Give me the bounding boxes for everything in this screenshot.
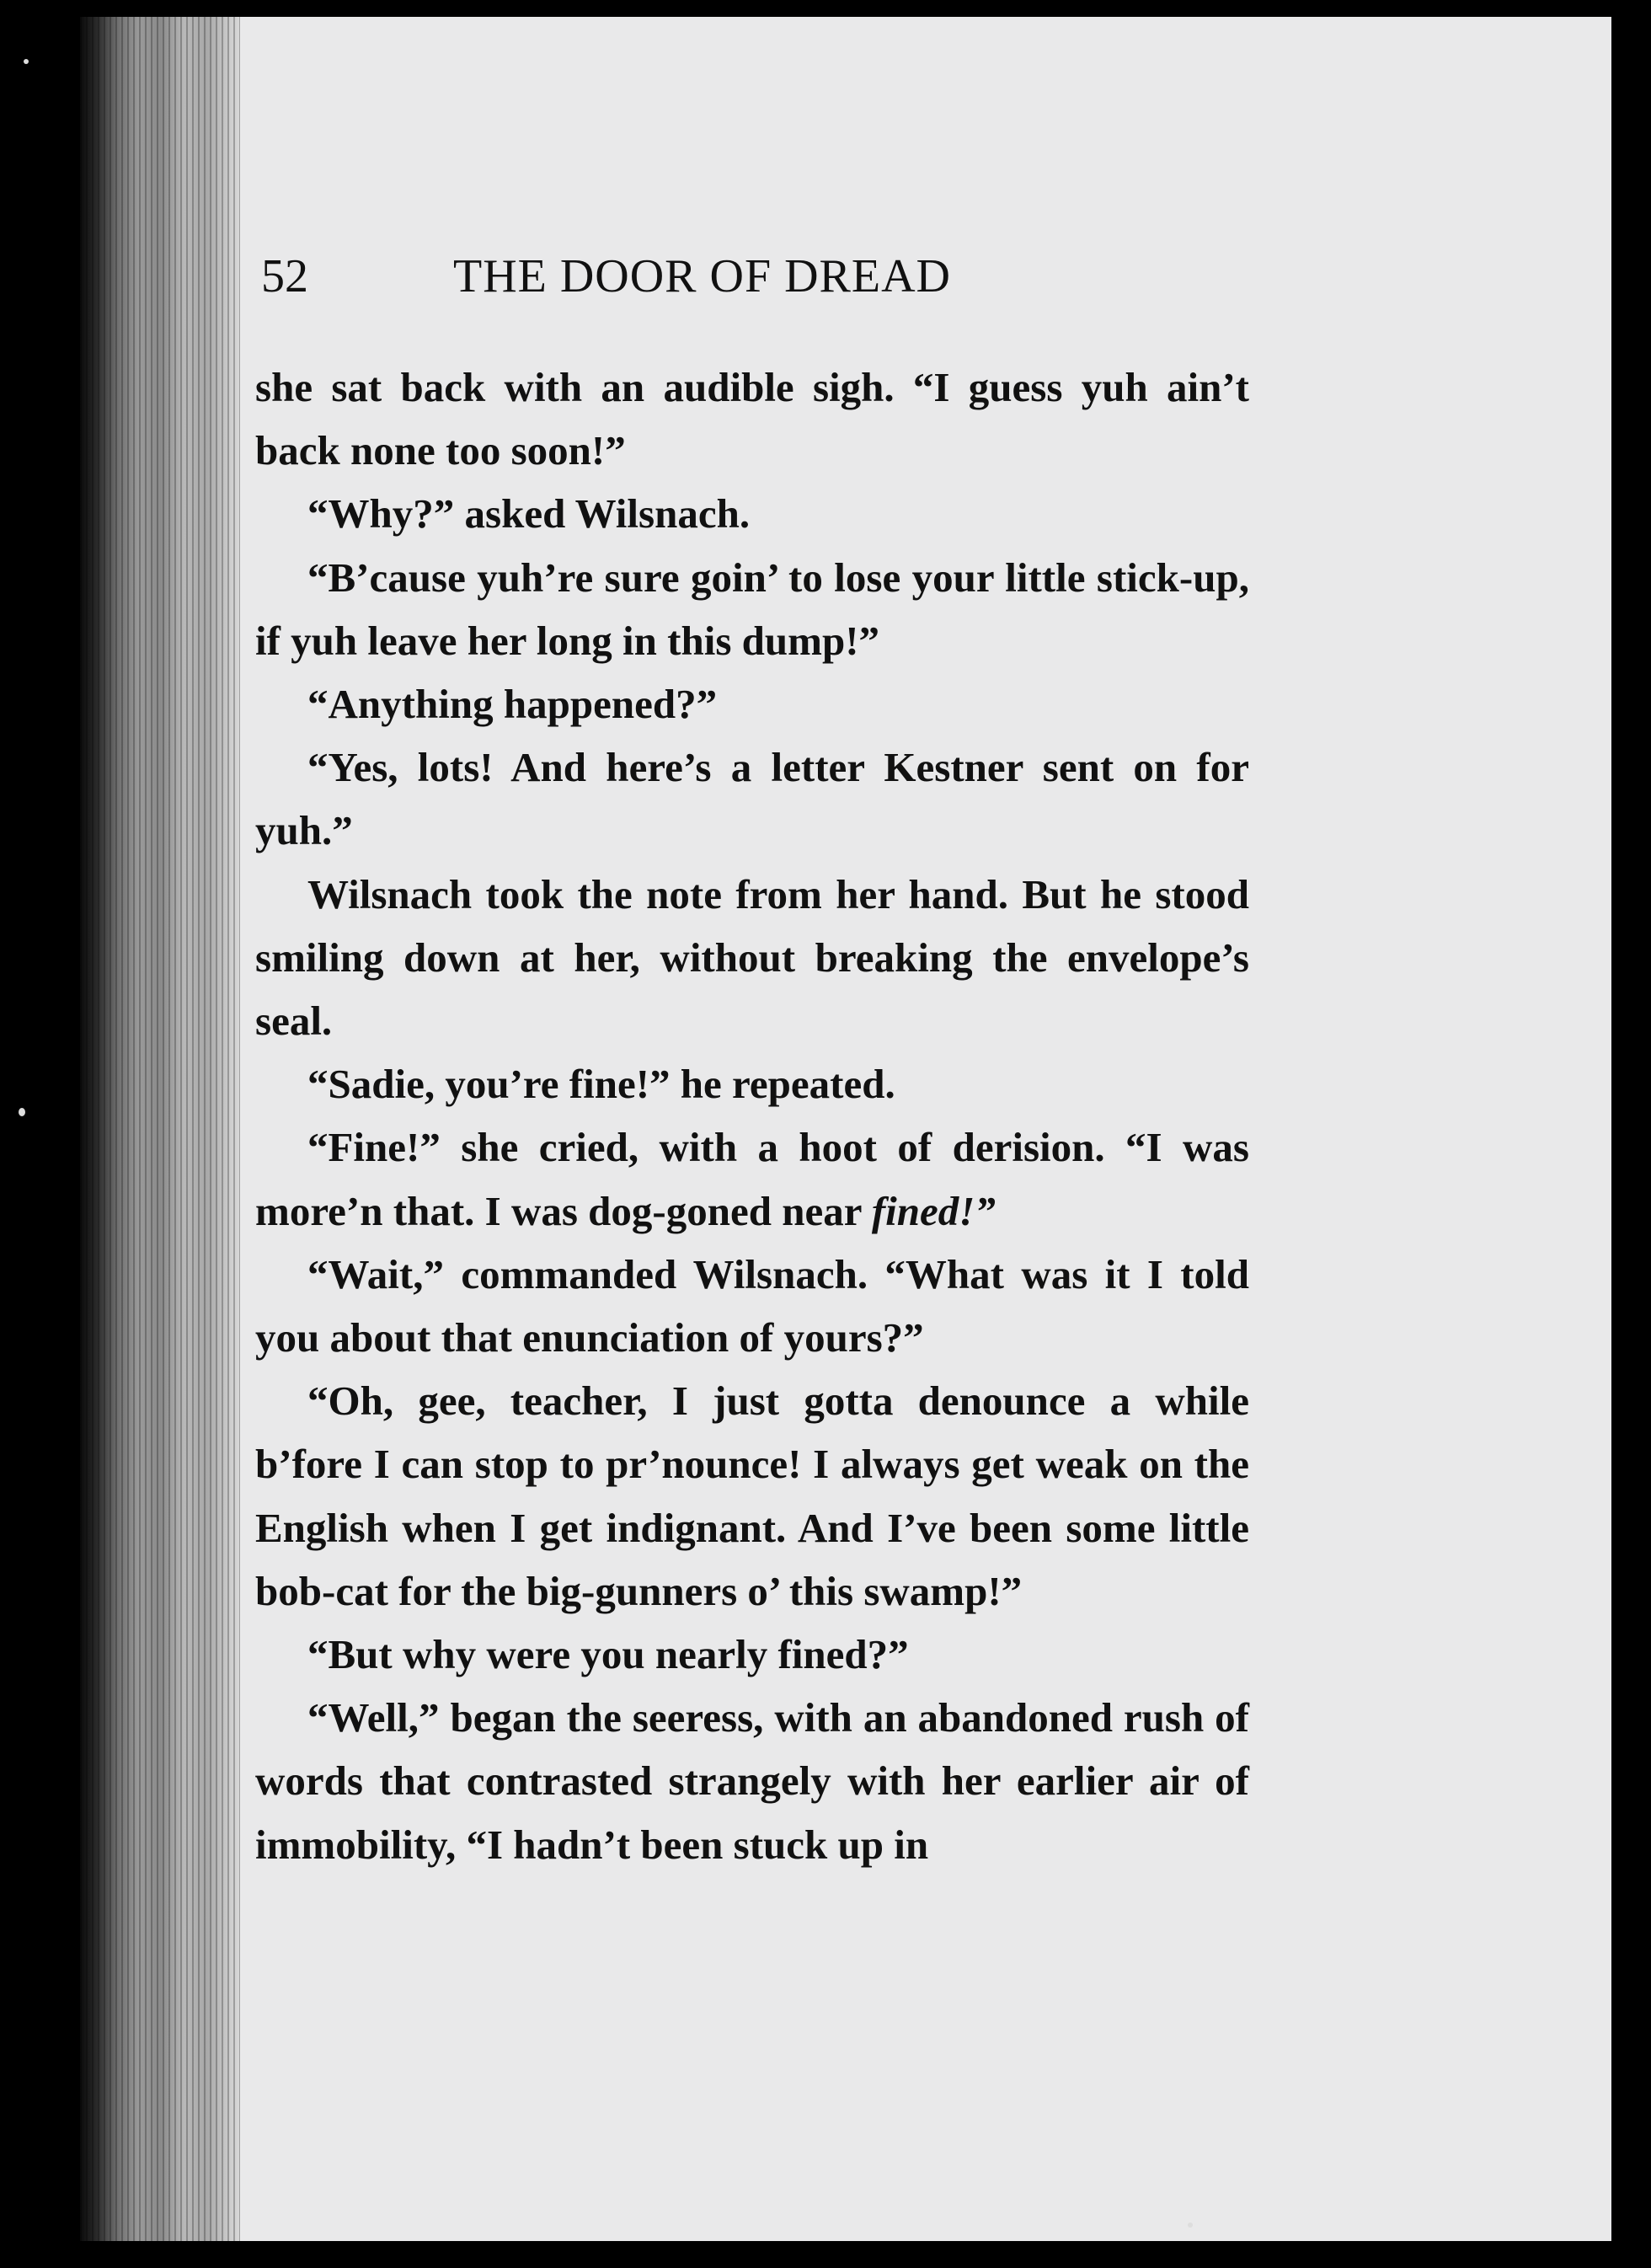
paragraph-text: she sat back with an audible sigh. “I guess yuh ain’t back none too soon!” [255,364,1249,474]
paragraph [255,863,1249,1053]
paragraph [255,672,1249,735]
dust-speck [24,59,29,64]
paragraph [255,1052,1249,1115]
paragraph-text: “Anything happened?” [307,681,718,728]
paragraph [255,1369,1249,1623]
paragraph-text: “Yes, lots! And here’s a letter Kestner sent on for yuh.” [255,744,1249,854]
paragraph [255,1686,1249,1876]
paragraph-text: “Sadie, you’re fine!” he repeated. [307,1061,895,1108]
italic-text: fined!” [871,1187,996,1234]
paragraph [255,356,1249,482]
paragraph-text: Wilsnach took the note from her hand. But he stood smiling down at her, without breaking the envelope’s seal. [255,870,1249,1045]
running-header [261,246,1289,313]
paragraph [255,1115,1249,1242]
book-spine-edge [80,17,248,2241]
paragraph-text: “Why?” asked Wilsnach. [307,490,751,538]
paragraph [255,735,1249,862]
paragraph [255,1623,1249,1686]
body-text [255,356,1249,1876]
paragraph-text: “Fine!” she cried, with a hoot of derision. “I was more’n that. I was dog-goned near [255,1124,1249,1234]
paragraph-text: “Wait,” commanded Wilsnach. “What was it I told you about that enunciation of yours?” [255,1250,1249,1361]
running-title: THE DOOR OF DREAD [453,250,951,302]
paragraph-text: “Oh, gee, teacher, I just gotta denounce a while b’fore I can stop to pr’nounce! I always get weak on the English when I get indignant. And I’ve been some little bob-cat for the big-gunners o’ this swamp!” [255,1377,1249,1614]
paragraph-text: “B’cause yuh’re sure goin’ to lose your little stick-up, if yuh leave her long in this dump!” [255,554,1249,664]
paragraph-text: “Well,” began the seeress, with an abandoned rush of words that contrasted strangely with her earlier air of immobility, “I hadn’t been stuck up in [255,1694,1249,1868]
page-number: 52 [261,250,308,302]
dust-speck [1188,2223,1193,2228]
paragraph [255,482,1249,545]
paragraph [255,1243,1249,1369]
dust-speck [19,1108,25,1116]
paragraph-text: “But why were you nearly fined?” [307,1631,909,1678]
paragraph [255,546,1249,672]
